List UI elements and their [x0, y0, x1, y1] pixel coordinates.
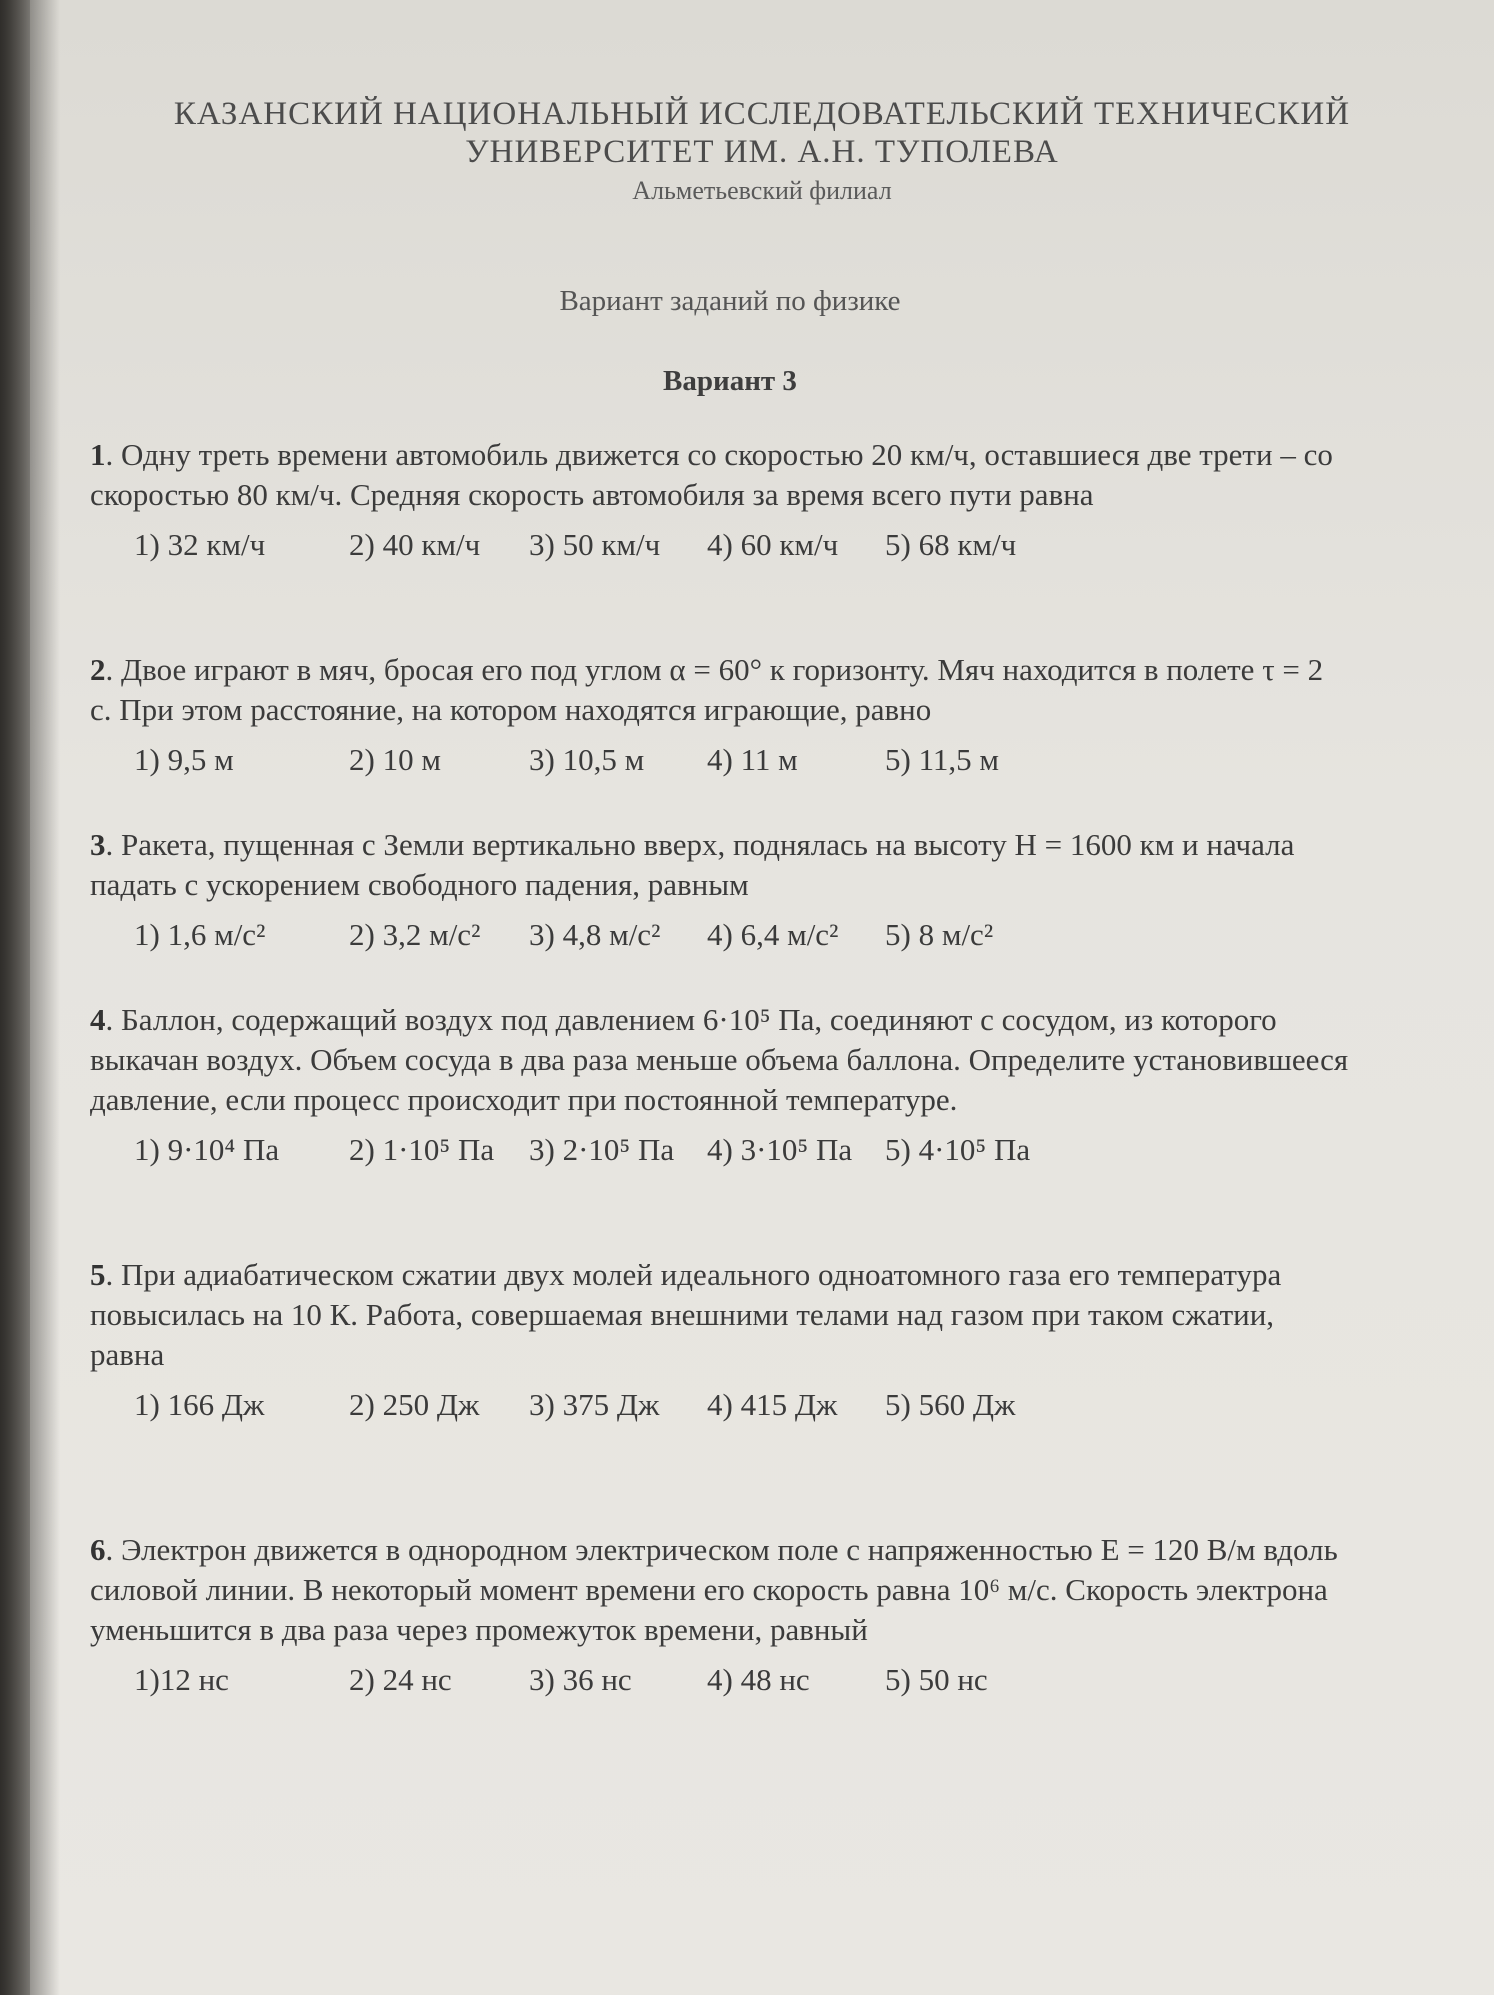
- answer-option-1: 1)12 нс: [134, 1662, 229, 1697]
- answer-option-4: 4) 60 км/ч: [707, 527, 839, 562]
- answer-option-3: 3) 375 Дж: [529, 1387, 660, 1422]
- answer-option-2: 2) 250 Дж: [349, 1387, 480, 1422]
- question-text: [90, 1255, 1350, 1375]
- question-5: [90, 1255, 1350, 1423]
- answer-options: [90, 1387, 1350, 1423]
- university-name-line-2: УНИВЕРСИТЕТ ИМ. А.Н. ТУПОЛЕВА: [465, 134, 1059, 170]
- question-number: 3: [90, 827, 106, 862]
- question-body: . Одну треть времени автомобиль движется со скоростью 20 км/ч, оставшиеся две трети – со скоростью 80 км/ч. Средняя скорость автомобиля за время всего пути равна: [90, 437, 1333, 512]
- answer-options: [90, 917, 1350, 953]
- answer-options: [90, 742, 1350, 778]
- answer-option-3: 3) 50 км/ч: [529, 527, 661, 562]
- answer-option-5: 5) 560 Дж: [885, 1387, 1016, 1422]
- question-1: [90, 435, 1350, 563]
- answer-option-2: 2) 3,2 м/с²: [349, 917, 481, 952]
- question-body: . Ракета, пущенная с Земли вертикально вверх, поднялась на высоту H = 1600 км и начала падать с ускорением свободного падения, равным: [90, 827, 1295, 902]
- question-number: 6: [90, 1532, 106, 1567]
- answer-option-3: 3) 36 нс: [529, 1662, 632, 1697]
- question-6: [90, 1530, 1350, 1698]
- answer-option-2: 2) 40 км/ч: [349, 527, 481, 562]
- answer-option-4: 4) 415 Дж: [707, 1387, 838, 1422]
- answer-option-5: 5) 68 км/ч: [885, 527, 1017, 562]
- paper-sheet: [30, 0, 1494, 1995]
- branch-name: Альметьевский филиал: [632, 176, 892, 205]
- answer-option-1: 1) 9·10⁴ Па: [134, 1132, 280, 1167]
- answer-option-4: 4) 48 нс: [707, 1662, 810, 1697]
- answer-option-5: 5) 8 м/с²: [885, 917, 994, 952]
- answer-options: [90, 1132, 1350, 1168]
- document-header: [30, 95, 1494, 211]
- answer-option-4: 4) 3·10⁵ Па: [707, 1132, 853, 1167]
- answer-option-4: 4) 6,4 м/с²: [707, 917, 839, 952]
- answer-option-1: 1) 32 км/ч: [134, 527, 266, 562]
- answer-options: [90, 527, 1350, 563]
- variant-number: Вариант 3: [663, 365, 797, 397]
- answer-option-3: 3) 10,5 м: [529, 742, 645, 777]
- answer-option-3: 3) 4,8 м/с²: [529, 917, 661, 952]
- answer-option-5: 5) 4·10⁵ Па: [885, 1132, 1031, 1167]
- answer-option-5: 5) 50 нс: [885, 1662, 988, 1697]
- question-number: 2: [90, 652, 106, 687]
- question-number: 1: [90, 437, 106, 472]
- answer-option-2: 2) 1·10⁵ Па: [349, 1132, 495, 1167]
- answer-option-1: 1) 166 Дж: [134, 1387, 265, 1422]
- question-4: [90, 1000, 1350, 1168]
- answer-option-1: 1) 1,6 м/с²: [134, 917, 266, 952]
- answer-option-5: 5) 11,5 м: [885, 742, 1000, 777]
- answer-option-4: 4) 11 м: [707, 742, 798, 777]
- question-2: [90, 650, 1350, 778]
- question-text: [90, 1000, 1350, 1120]
- answer-option-2: 2) 24 нс: [349, 1662, 452, 1697]
- question-body: . Электрон движется в однородном электрическом поле с напряженностью E = 120 В/м вдоль силовой линии. В некоторый момент времени его скорость равна 10⁶ м/с. Скорость электрона уменьшится в два раза через промежуток времени, равный: [90, 1532, 1338, 1647]
- question-text: [90, 1530, 1350, 1650]
- university-name-line-1: КАЗАНСКИЙ НАЦИОНАЛЬНЫЙ ИССЛЕДОВАТЕЛЬСКИЙ ТЕХНИЧЕСКИЙ: [173, 96, 1351, 132]
- question-body: . Двое играют в мяч, бросая его под углом α = 60° к горизонту. Мяч находится в полете τ = 2 с. При этом расстояние, на котором находятся играющие, равно: [90, 652, 1324, 727]
- question-3: [90, 825, 1350, 953]
- question-number: 5: [90, 1257, 106, 1292]
- document-title: Вариант заданий по физике: [559, 285, 901, 317]
- question-text: [90, 435, 1350, 515]
- question-body: . При адиабатическом сжатии двух молей идеального одноатомного газа его температура повысилась на 10 К. Работа, совершаемая внешними телами над газом при таком сжатии, равна: [90, 1257, 1282, 1372]
- answer-options: [90, 1662, 1350, 1698]
- question-body: . Баллон, содержащий воздух под давлением 6·10⁵ Па, соединяют с сосудом, из которого выкачан воздух. Объем сосуда в два раза меньше объема баллона. Определите установившееся давление, если процесс происходит при постоянной температуре.: [90, 1002, 1349, 1117]
- answer-option-3: 3) 2·10⁵ Па: [529, 1132, 675, 1167]
- question-text: [90, 650, 1350, 730]
- answer-option-1: 1) 9,5 м: [134, 742, 234, 777]
- question-number: 4: [90, 1002, 106, 1037]
- question-text: [90, 825, 1350, 905]
- answer-option-2: 2) 10 м: [349, 742, 441, 777]
